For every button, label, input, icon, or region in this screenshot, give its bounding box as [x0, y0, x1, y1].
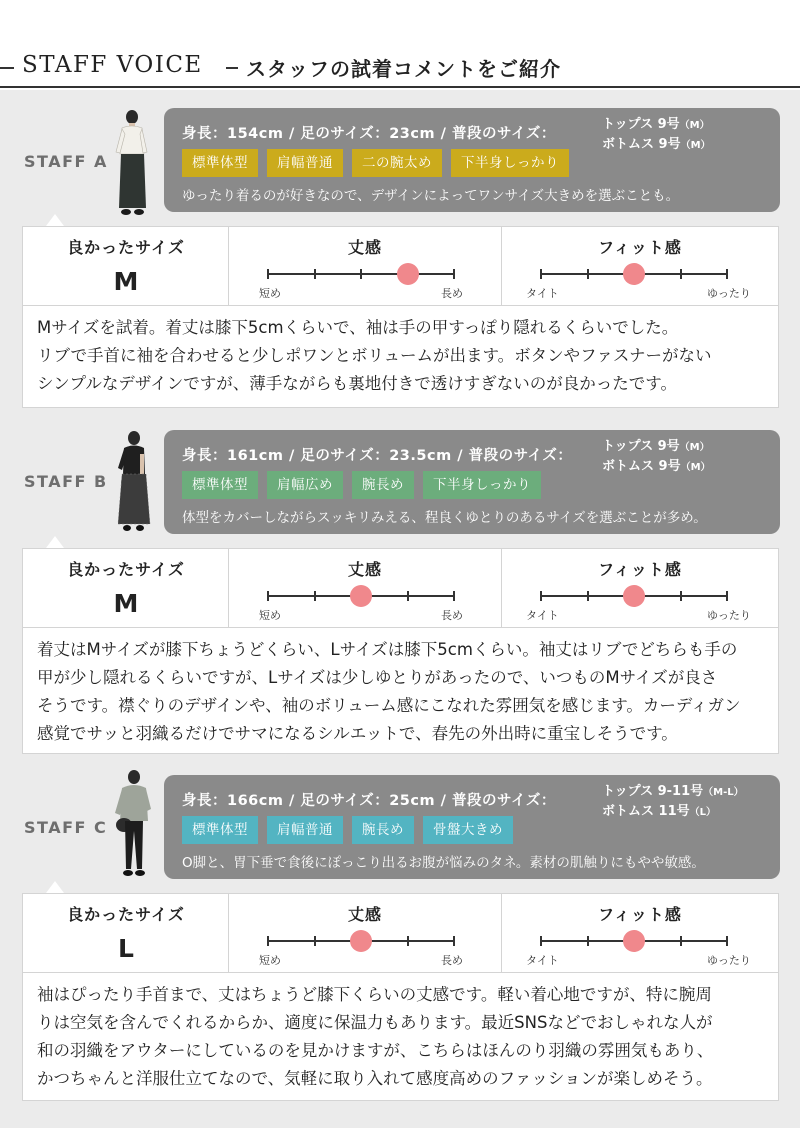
scale-tick [540, 591, 542, 601]
staff-label: STAFF B [24, 472, 108, 491]
bottoms-size: ボトムス 9号 [602, 137, 681, 152]
tops-size-letter: （M） [679, 120, 710, 131]
length-cell [229, 894, 502, 972]
scale-tick [680, 269, 682, 279]
scale-tick [314, 591, 316, 601]
tops-size-letter: （M） [679, 442, 710, 453]
size-table [22, 548, 779, 628]
comment-line: 和の羽織をアウターにしているのを見かけますが、こちらはほんのり羽織の雰囲気もあり、 [37, 1041, 714, 1060]
bottoms-size: ボトムス 11号 [602, 804, 690, 819]
scale-tick [407, 936, 409, 946]
scale-tick [360, 269, 362, 279]
length-cell [229, 227, 502, 305]
bottoms-size: ボトムス 9号 [602, 459, 681, 474]
good-size-label: 良かったサイズ [67, 905, 185, 924]
length-min-label: 短め [259, 609, 281, 622]
body-tag: 二の腕太め [352, 149, 442, 177]
scale-marker [350, 585, 372, 607]
section-header [0, 48, 800, 88]
good-size-value: M [113, 589, 139, 618]
scale-marker [623, 930, 645, 952]
body-tag: 肩幅普通 [267, 816, 343, 844]
scale-tick [540, 936, 542, 946]
length-label: 丈感 [347, 238, 382, 257]
bottoms-size-letter: （L） [689, 807, 716, 818]
body-tag: 下半身しっかり [451, 149, 569, 177]
staff-a-figure-image [110, 108, 156, 216]
fitting-comment [22, 628, 779, 754]
body-type-tags [182, 149, 569, 177]
scale-tick [453, 591, 455, 601]
staff-info-card [164, 108, 780, 212]
fitting-comment [22, 306, 779, 408]
scale-tick [407, 591, 409, 601]
good-size-cell [23, 549, 229, 627]
fit-max-label: ゆったり [707, 609, 751, 622]
fit-cell [502, 894, 778, 972]
scale-marker [623, 263, 645, 285]
length-min-label: 短め [259, 287, 281, 300]
header-dash-middle [226, 67, 238, 69]
length-scale [267, 273, 455, 287]
fit-min-label: タイト [526, 954, 559, 967]
staff-stats: 身長：166cm / 足のサイズ：25cm / 普段のサイズ： [182, 793, 556, 809]
staff-note: ゆったり着るのが好きなので、デザインによってワンサイズ大きめを選ぶことも。 [182, 188, 680, 204]
fit-scale [540, 940, 728, 954]
scale-tick [314, 936, 316, 946]
scale-marker [623, 585, 645, 607]
comment-line: 着丈はMサイズが膝下ちょうどくらい、Lサイズは膝下5cmくらい。袖丈はリブでどちらも手の [37, 640, 738, 659]
staff-b-figure-image [110, 430, 156, 532]
fit-label: フィット感 [598, 560, 682, 579]
section-subtitle: スタッフの試着コメントをご紹介 [246, 57, 561, 81]
scale-tick [726, 591, 728, 601]
fit-label: フィット感 [598, 238, 682, 257]
length-scale [267, 940, 455, 954]
comment-line: そうです。襟ぐりのデザインや、袖のボリューム感にこなれた雰囲気を感じます。カーディガン [37, 696, 741, 715]
good-size-value: M [113, 267, 139, 296]
scale-tick [453, 936, 455, 946]
tops-size-letter: （M-L） [703, 787, 744, 798]
good-size-value: L [118, 934, 134, 963]
length-max-label: 長め [441, 609, 463, 622]
length-min-label: 短め [259, 954, 281, 967]
scale-tick [680, 936, 682, 946]
comment-line: Mサイズを試着。着丈は膝下5cmくらいで、袖は手の甲すっぽり隠れるくらいでした。 [37, 318, 679, 337]
speech-tail [46, 536, 64, 548]
body-tag: 肩幅広め [267, 471, 343, 499]
good-size-cell [23, 894, 229, 972]
staff-note: 体型をカバーしながらスッキリみえる、程良くゆとりのあるサイズを選ぶことが多め。 [182, 510, 707, 526]
scale-tick [587, 269, 589, 279]
speech-tail [46, 214, 64, 226]
size-table [22, 893, 779, 973]
tops-size: トップス 9号 [602, 117, 680, 132]
fit-cell [502, 549, 778, 627]
fit-label: フィット感 [598, 905, 682, 924]
length-label: 丈感 [347, 905, 382, 924]
scale-tick [314, 269, 316, 279]
size-table [22, 226, 779, 306]
staff-label: STAFF A [24, 152, 108, 171]
scale-tick [587, 936, 589, 946]
good-size-label: 良かったサイズ [67, 560, 185, 579]
staff-c-figure-image [110, 769, 156, 879]
length-max-label: 長め [441, 287, 463, 300]
body-tag: 骨盤大きめ [423, 816, 513, 844]
comment-line: リブで手首に袖を合わせると少しポワンとボリュームが出ます。ボタンやファスナーがない [37, 346, 712, 365]
scale-tick [680, 591, 682, 601]
body-tag: 標準体型 [182, 816, 258, 844]
comment-line: シンプルなデザインですが、薄手ながらも裏地付きで透けすぎないのが良かったです。 [37, 374, 677, 393]
usual-sizes [602, 782, 744, 822]
comment-line: りは空気を含んでくれるからか、適度に保温力もあります。最近SNSなどでおしゃれな人が [37, 1013, 713, 1032]
staff-label: STAFF C [24, 818, 108, 837]
scale-tick [267, 269, 269, 279]
fit-min-label: タイト [526, 609, 559, 622]
fit-cell [502, 227, 778, 305]
body-tag: 標準体型 [182, 471, 258, 499]
scale-tick [726, 936, 728, 946]
length-label: 丈感 [347, 560, 382, 579]
length-max-label: 長め [441, 954, 463, 967]
staff-info-card [164, 775, 780, 879]
scale-tick [587, 591, 589, 601]
comment-line: かつちゃんと洋服仕立てなので、気軽に取り入れて感度高めのファッションが楽しめそう。 [37, 1069, 713, 1088]
body-tag: 腕長め [352, 816, 414, 844]
scale-tick [267, 591, 269, 601]
staff-stats: 身長：154cm / 足のサイズ：23cm / 普段のサイズ： [182, 126, 556, 142]
scale-tick [453, 269, 455, 279]
section-title: STAFF VOICE [22, 52, 203, 78]
body-tag: 下半身しっかり [423, 471, 541, 499]
staff-note: O脚と、胃下垂で食後にぽっこり出るお腹が悩みのタネ。素材の肌触りにもやや敏感。 [182, 855, 705, 871]
body-tag: 肩幅普通 [267, 149, 343, 177]
speech-tail [46, 881, 64, 893]
length-scale [267, 595, 455, 609]
header-underline [0, 86, 800, 88]
fitting-comment [22, 973, 779, 1101]
staff-info-card [164, 430, 780, 534]
bottoms-size-letter: （M） [680, 462, 711, 473]
body-tag: 腕長め [352, 471, 414, 499]
good-size-label: 良かったサイズ [67, 238, 185, 257]
usual-sizes [602, 437, 711, 477]
body-type-tags [182, 816, 513, 844]
tops-size: トップス 9-11号 [602, 784, 704, 799]
scale-marker [350, 930, 372, 952]
body-type-tags [182, 471, 541, 499]
staff-stats: 身長：161cm / 足のサイズ：23.5cm / 普段のサイズ： [182, 448, 573, 464]
fit-max-label: ゆったり [707, 954, 751, 967]
good-size-cell [23, 227, 229, 305]
comment-line: 感覚でサッと羽織るだけでサマになるシルエットで、春先の外出時に重宝しそうです。 [37, 724, 678, 743]
fit-scale [540, 273, 728, 287]
scale-tick [267, 936, 269, 946]
body-tag: 標準体型 [182, 149, 258, 177]
scale-marker [397, 263, 419, 285]
scale-tick [540, 269, 542, 279]
length-cell [229, 549, 502, 627]
header-dash-left [0, 67, 14, 69]
fit-max-label: ゆったり [707, 287, 751, 300]
comment-line: 袖はぴったり手首まで、丈はちょうど膝下くらいの丈感です。軽い着心地ですが、特に腕周 [37, 985, 712, 1004]
fit-scale [540, 595, 728, 609]
fit-min-label: タイト [526, 287, 559, 300]
tops-size: トップス 9号 [602, 439, 680, 454]
scale-tick [726, 269, 728, 279]
comment-line: 甲が少し隠れるくらいですが、Lサイズは少しゆとりがあったので、いつものMサイズが良さ [37, 668, 718, 687]
usual-sizes [602, 115, 711, 155]
bottoms-size-letter: （M） [680, 140, 711, 151]
